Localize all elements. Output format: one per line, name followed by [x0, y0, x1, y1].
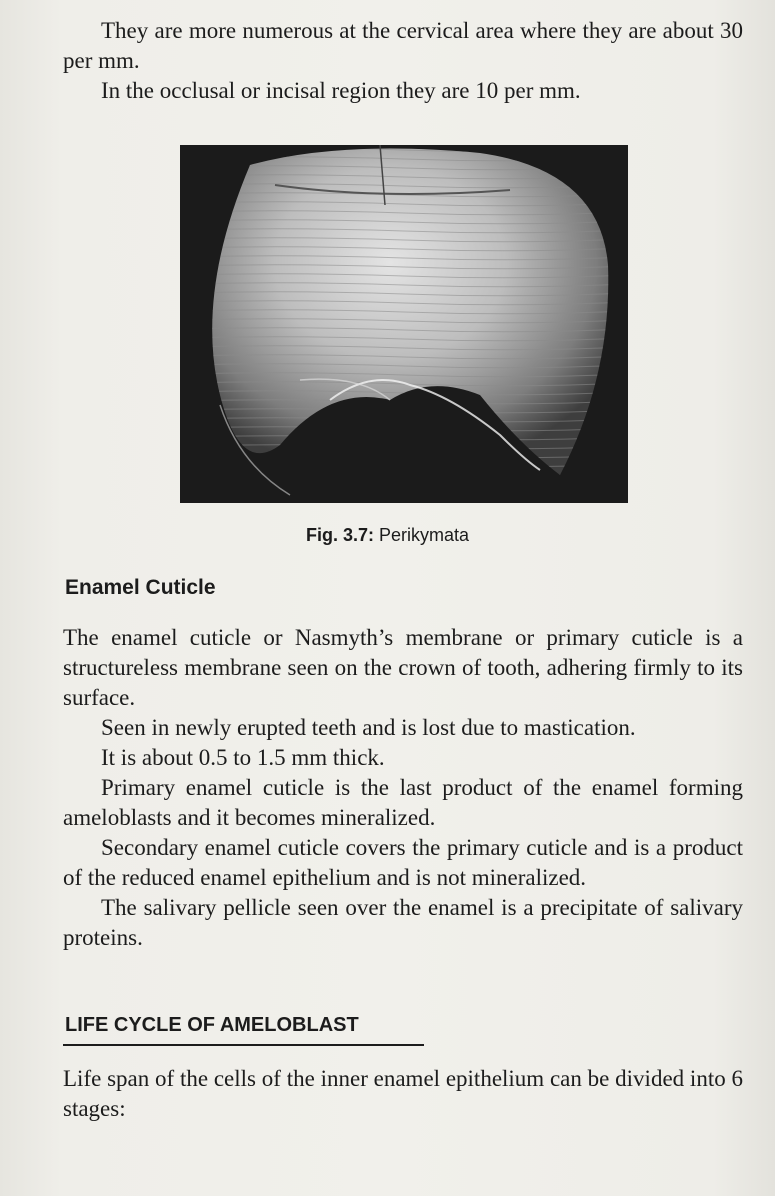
figure-caption [0, 525, 775, 546]
figure-caption-text: Perikymata [379, 525, 470, 545]
paragraph-erupted: Seen in newly erupted teeth and is lost due to mastication. [101, 715, 636, 740]
life-cycle-text [63, 1064, 743, 1124]
paragraph-cervical: They are more numerous at the cervical area where they are about 30 per mm. [63, 18, 743, 73]
paragraph-pellicle: The salivary pellicle seen over the enamel is a precipitate of salivary proteins. [63, 895, 743, 950]
paragraph-primary: Primary enamel cuticle is the last product of the enamel forming ameloblasts and it becomes mineralized. [63, 775, 743, 830]
heading-enamel-cuticle: Enamel Cuticle [65, 576, 216, 599]
paragraph-occlusal: In the occlusal or incisal region they are 10 per mm. [101, 78, 581, 103]
figure-caption-label: Fig. 3.7: [305, 525, 374, 545]
perikymata-figure [180, 145, 628, 503]
paragraph-secondary: Secondary enamel cuticle covers the primary cuticle and is a product of the reduced enamel epithelium and is not mineralized. [63, 835, 743, 890]
top-text [63, 16, 743, 106]
enamel-cuticle-text [63, 623, 743, 953]
heading-life-cycle: LIFE CYCLE OF AMELOBLAST [65, 1014, 359, 1036]
paragraph-definition: The enamel cuticle or Nasmyth’s membrane or primary cuticle is a structureless membrane seen on the crown of tooth, adhering firmly to its surface. [63, 625, 743, 710]
perikymata-micrograph [180, 145, 628, 503]
paragraph-thickness: It is about 0.5 to 1.5 mm thick. [101, 745, 385, 770]
paragraph-life-span: Life span of the cells of the inner enamel epithelium can be divided into 6 stages: [63, 1066, 743, 1121]
heading-underline [63, 1044, 424, 1046]
